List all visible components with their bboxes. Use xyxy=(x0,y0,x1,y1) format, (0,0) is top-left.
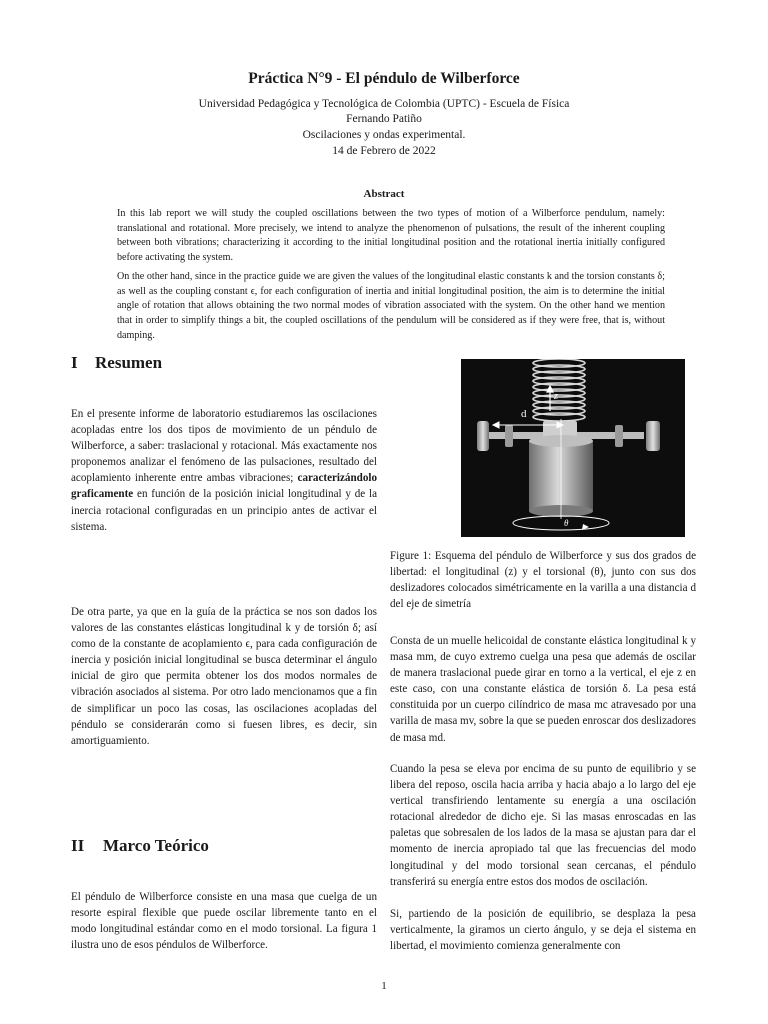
paper-title: Práctica N°9 - El péndulo de Wilberforce xyxy=(248,70,520,87)
right-paragraph-1: Consta de un muelle helicoidal de constante elástica longitudinal k y masa mm, de cuyo extremo cuelga una pesa que además de oscilar de manera traslacional puede girar en torno a la vertical, el eje z en este caso, con una constante elástica de torsión δ. La pesa está constituida por un cuerpo cilíndrico de masa mc atravesado por una varilla de masa mv, sobre la que se pueden enroscar dos deslizadores de masa md. xyxy=(390,635,696,744)
author: Fernando Patiño xyxy=(346,113,422,125)
section-title: Marco Teórico xyxy=(103,836,209,855)
label-theta: θ xyxy=(564,518,569,528)
abstract-paragraph-2: On the other hand, since in the practice guide we are given the values of the longitudinal elastic constants k and the torsion constants δ; as well as the coupling constant ϵ, for each configuration of inertia and initial longitudinal position, the aim is to determine the initial angle of rotation that allows obtaining the two normal modes of vibration associated with the system. On the other hand we mention that in order to simplify things a bit, the coupled oscillations of the pendulum will be considered as if they were free, that is, without damping. xyxy=(117,271,665,341)
left-slider xyxy=(477,421,489,451)
page-number: 1 xyxy=(381,980,387,992)
section-number: II xyxy=(71,836,85,855)
section-number: I xyxy=(71,353,78,372)
resumen-text-b: en función de la posición inicial longitudinal y de la inercia rotacional configuradas en un principio antes de activar el sistema. xyxy=(71,488,377,533)
right-slider xyxy=(646,421,660,451)
abstract-paragraph-1: In this lab report we will study the coupled oscillations between the two types of motion of a Wilberforce pendulum, namely: translational and rotational. More precisely, we intend to analyze the phenomenon of pulsations, the result of the inherent coupling between both vibrations; characterizing it according to the initial longitudinal position and the rotational inertia initially configured before activating the system. xyxy=(117,208,665,264)
date: 14 de Febrero de 2022 xyxy=(332,145,436,157)
abstract-heading: Abstract xyxy=(363,188,405,200)
course: Oscilaciones y ondas experimental. xyxy=(302,129,466,141)
marco-paragraph-1: El péndulo de Wilberforce consiste en una masa que cuelga de un resorte espiral flexible que puede oscilar libremente tanto en el modo longitudinal estándar como en el modo torsional. La figura 1 ilustra uno de esos péndulos de Wilberforce. xyxy=(71,891,377,952)
affiliation: Universidad Pedagógica y Tecnológica de Colombia (UPTC) - Escuela de Física xyxy=(198,98,570,110)
pendulum-figure xyxy=(461,359,685,537)
label-d: d xyxy=(521,408,527,420)
resumen-paragraph-1 xyxy=(71,406,377,535)
label-z: z xyxy=(554,391,558,402)
right-paragraph-3: Si, partiendo de la posición de equilibrio, se desplaza la pesa verticalmente, la giramos un cierto ángulo, y se deja el sistema en libertad, el movimiento comienza generalmente con xyxy=(390,908,696,953)
pendulum-diagram xyxy=(461,359,685,537)
resumen-bold-text: caracterizándolo graficamente xyxy=(71,472,377,501)
resumen-text-a: En el presente informe de laboratorio estudiaremos las oscilaciones acopladas entre los dos tipos de movimiento de un péndulo de Wilberforce, a saber: traslacional y rotacional. Más exactamente nos proponemos analizar el fenómeno de las pulsaciones, resultado del acoplamiento inherente entre ambas vibraciones; xyxy=(71,408,377,485)
section-title: Resumen xyxy=(95,353,163,372)
right-paragraph-2: Cuando la pesa se eleva por encima de su punto de equilibrio y se libera del reposo, oscila hacia arriba y hacia abajo a lo largo del eje vertical transfiriendo lentamente su energía a una oscilación rotacional alrededor de dicho eje. Si las masas enroscadas en las paletas que sobresalen de los lados de la masa se ajustan para dar el momento de inercia apropiado tal que las frecuencias del modo longitudinal y del modo torsional sean cercanas, el péndulo transferirá su energía entre estos dos modos de oscilación. xyxy=(390,763,696,888)
section-heading-marco-teorico xyxy=(71,836,209,856)
figure-caption: Figure 1: Esquema del péndulo de Wilberforce y sus dos grados de libertad: el longitudinal (z) y el torsional (θ), junto con sus dos deslizadores colocados simétricamente en la varilla a una distancia d del eje de simetría xyxy=(390,550,696,611)
spring xyxy=(533,359,585,421)
section-heading-resumen xyxy=(71,353,162,373)
resumen-paragraph-2: De otra parte, ya que en la guía de la práctica se nos son dados los valores de las constantes elásticas longitudinal k y de torsión δ; así como de la constante de acoplamiento ϵ, para cada configuración de inercia y posición inicial longitudinal se busca determinar el ángulo inicial de giro que permita obtener los dos modos normales de vibración asociados al sistema. Por otro lado mencionamos que a fin de simplificar un poco las cosas, las oscilaciones acopladas del péndulo se considerarán como si fuesen libres, es decir, sin amortiguamiento. xyxy=(71,606,377,747)
